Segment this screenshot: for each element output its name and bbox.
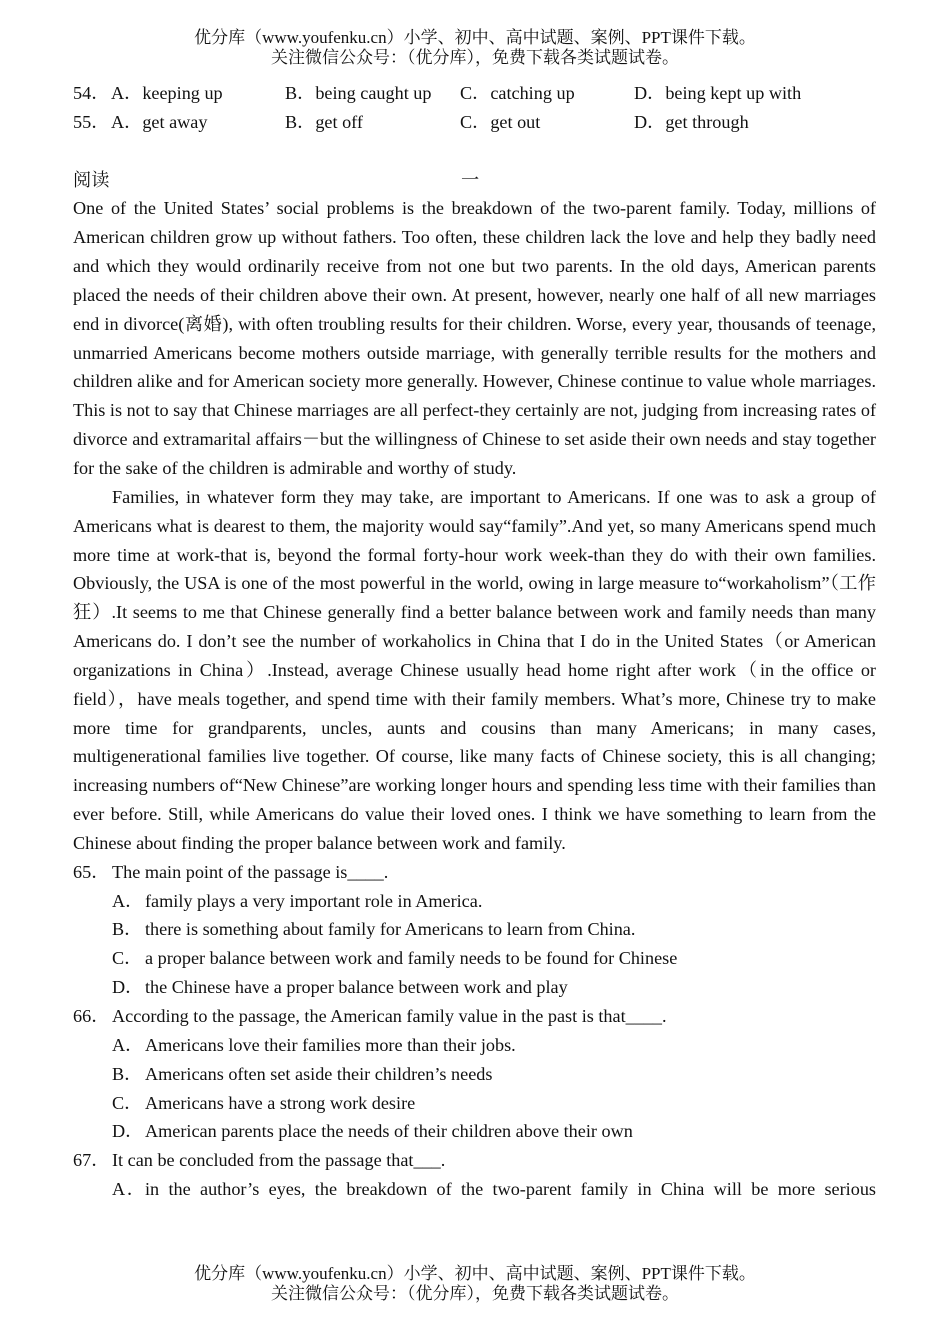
question-text: It can be concluded from the passage that___.: [112, 1150, 446, 1171]
option-letter: A．: [112, 1034, 144, 1055]
question-number: 54．: [73, 83, 110, 103]
option-c: C．get out: [460, 111, 541, 132]
option-d: D．being kept up with: [634, 83, 802, 103]
answer-option: [73, 1117, 876, 1146]
question-stem: [73, 858, 876, 887]
option-text: American parents place the needs of their children above their own: [145, 1121, 633, 1142]
answer-option: [73, 1089, 876, 1118]
option-b: B．get off: [285, 111, 363, 132]
question-number: 66．: [73, 1006, 110, 1026]
section-mark: 一: [461, 169, 480, 190]
page-header: [0, 28, 950, 68]
option-letter: D．: [112, 1121, 144, 1142]
option-letter: D．: [112, 977, 144, 998]
footer-line-1: 优分库（www.youfenku.cn）小学、初中、高中试题、案例、PPT课件下载。: [194, 1264, 756, 1283]
option-text: a proper balance between work and family needs to be found for Chinese: [145, 948, 678, 969]
question-number: 55．: [73, 111, 110, 132]
option-text: there is something about family for Americans to learn from China.: [145, 919, 636, 940]
answer-option: [73, 915, 876, 944]
footer-line-2: 关注微信公众号：（优分库），免费下载各类试题试卷。: [271, 1284, 679, 1303]
section-title: [73, 166, 876, 195]
question-number: 65．: [73, 861, 110, 882]
question-stem: [73, 1146, 876, 1175]
option-c: C．catching up: [460, 83, 575, 103]
option-text: Americans often set aside their children’s needs: [145, 1063, 493, 1084]
option-b: B．being caught up: [285, 83, 432, 103]
option-letter: A．: [112, 1179, 145, 1200]
option-letter: C．: [112, 948, 143, 969]
question-number: 67．: [73, 1150, 110, 1171]
option-letter: B．: [112, 919, 143, 940]
option-d: D．get through: [634, 111, 749, 132]
question-text: According to the passage, the American family value in the past is that____.: [112, 1006, 667, 1026]
option-text: Americans love their families more than their jobs.: [145, 1034, 516, 1055]
page-content: [73, 79, 876, 1204]
header-line-2: 关注微信公众号：（优分库），免费下载各类试题试卷。: [271, 48, 679, 67]
cloze-option-row: [73, 79, 876, 108]
question-stem: [73, 1002, 876, 1031]
option-text: Americans have a strong work desire: [145, 1092, 416, 1113]
option-letter: B．: [112, 1063, 143, 1084]
answer-option: [73, 887, 876, 916]
answer-option: [73, 944, 876, 973]
cloze-option-row: [73, 108, 876, 137]
section-label: 阅读: [73, 169, 110, 190]
option-a: A．get away: [111, 111, 208, 132]
page-footer: [0, 1264, 950, 1304]
answer-option: [73, 1060, 876, 1089]
option-text: the Chinese have a proper balance between work and play: [145, 977, 568, 998]
answer-option: [73, 1031, 876, 1060]
option-letter: C．: [112, 1092, 143, 1113]
option-a: A．keeping up: [111, 83, 223, 103]
option-text: in the author’s eyes, the breakdown of the two-parent family in China will be more serious: [145, 1179, 876, 1200]
answer-option: [73, 1175, 876, 1204]
passage-paragraph: One of the United States’ social problems is the breakdown of the two-parent family. Today, millions of American children grow up without fathers. Too often, these children lack the love and help they badly need and which they would ordinarily receive from not one but two parents. In the old days, American parents placed the needs of their children above their own. At present, however, nearly one half of all new marriages end in divorce(离婚), with often troubling results for their children. Worse, every year, thousands of teenage, unmarried Americans become mothers outside marriage, with generally terrible results for the mothers and children alike and for American society more generally. However, Chinese continue to value whole marriages. This is not to say that Chinese marriages are all perfect-they certainly are not, judging from increasing rates of divorce and extramarital affairs－but the willingness of Chinese to set aside their own needs and stay together for the sake of the children is admirable and worthy of study.: [73, 198, 876, 478]
option-letter: A．: [112, 890, 144, 911]
option-text: family plays a very important role in America.: [145, 890, 483, 911]
passage-paragraph: Families, in whatever form they may take, are important to Americans. If one was to ask a group of Americans what is dearest to them, the majority would say“family”.And yet, so many Americans spend much more time at work-that is, beyond the formal forty-hour work week-than they do with their own families. Obviously, the USA is one of the most powerful in the world, owing in large measure to“workaholism”（工作狂）.It seems to me that Chinese generally find a better balance between work and family needs than many Americans do. I don’t see the number of workaholics in China that I do in the United States（or American organizations in China）.Instead, average Chinese usually head home right after work（in the office or field），have meals together, and spend time with their family members. What’s more, Chinese try to make more time for grandparents, uncles, aunts and cousins than many Americans; in many cases, multigenerational families live together. Of course, like many facts of Chinese society, this is all changing; increasing numbers of“New Chinese”are working longer hours and spending less time with their families than ever before. Still, while Americans do value their loved ones. I think we have something to learn from the Chinese about finding the proper balance between work and family.: [73, 486, 876, 853]
question-text: The main point of the passage is____.: [112, 861, 389, 882]
answer-option: [73, 973, 876, 1002]
header-line-1: 优分库（www.youfenku.cn）小学、初中、高中试题、案例、PPT课件下载。: [194, 28, 756, 47]
